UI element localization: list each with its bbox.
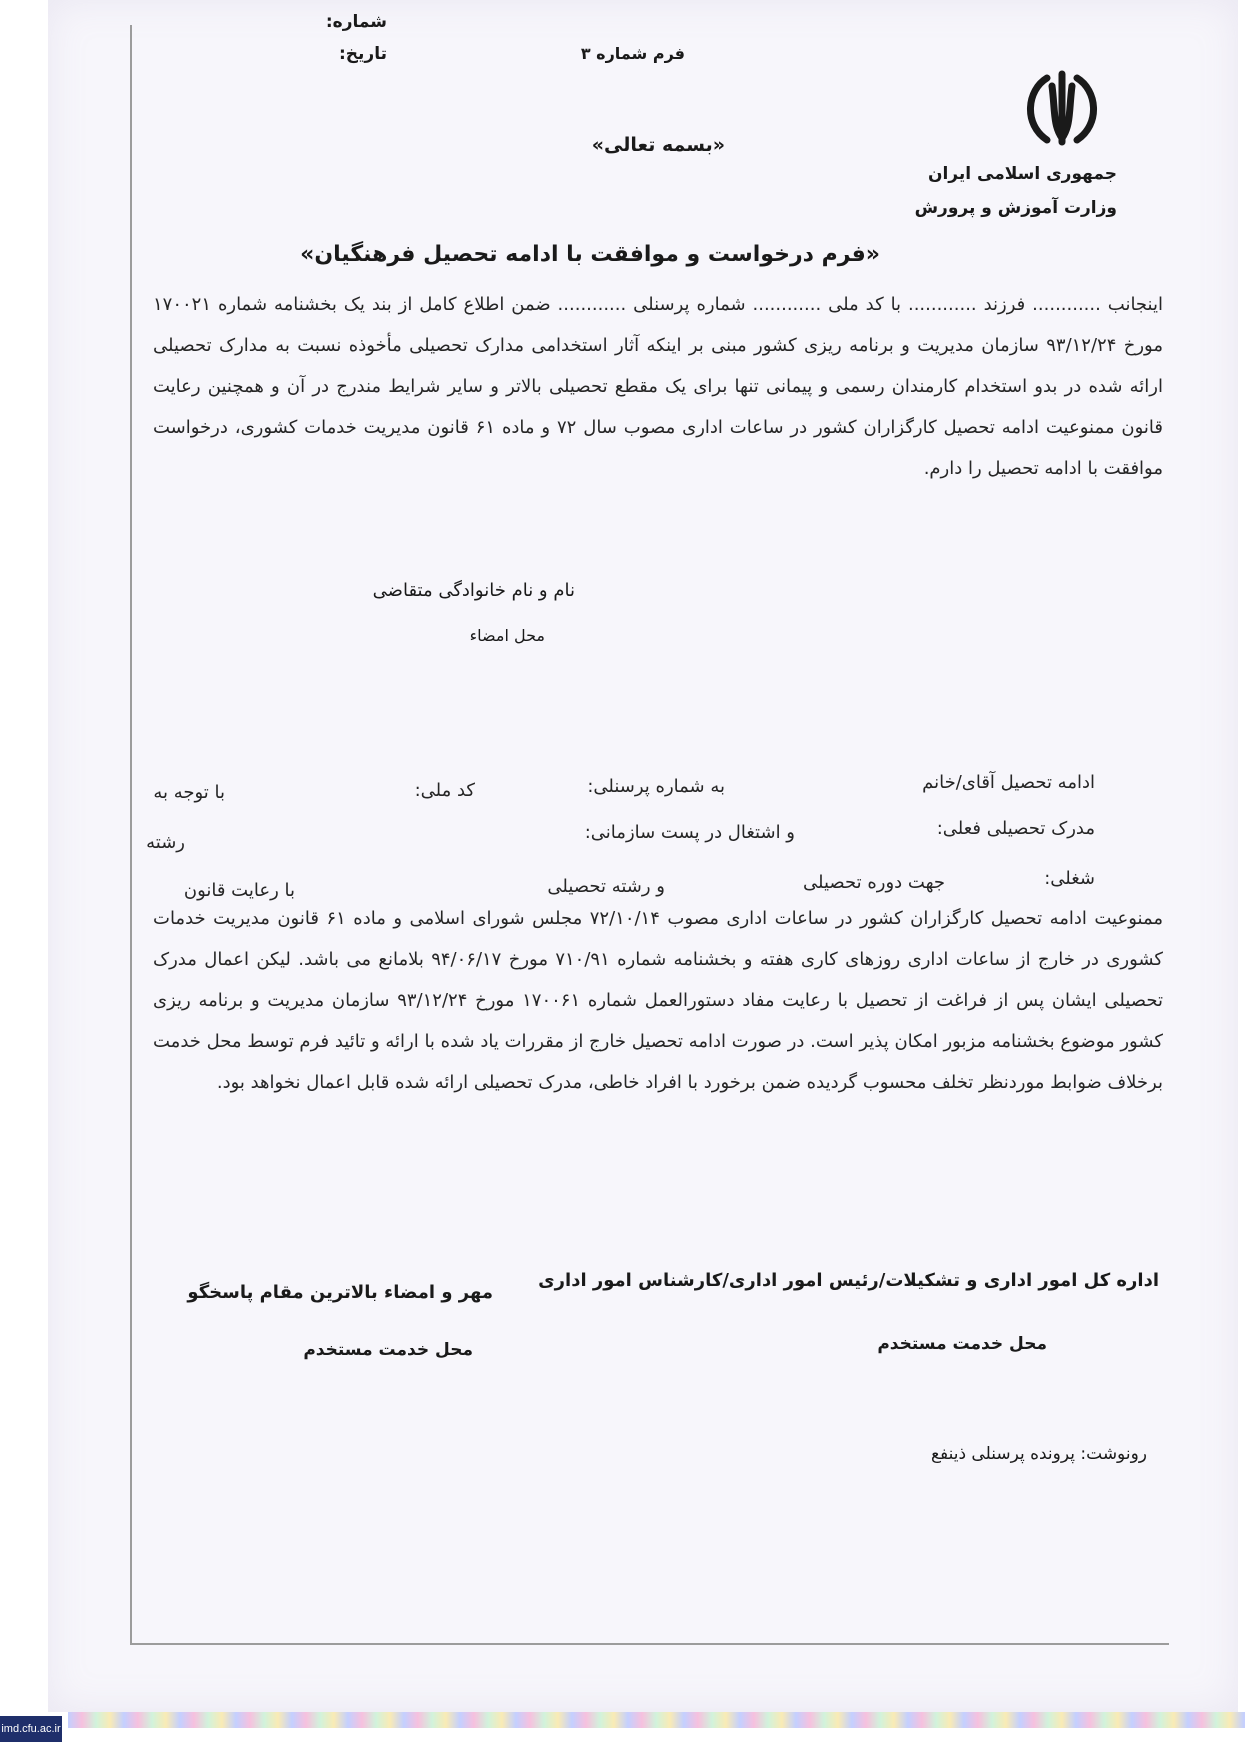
field-label-national-code: کد ملی: — [414, 780, 475, 801]
number-label: شماره: — [325, 12, 387, 32]
bismillah-heading: «بسمه تعالی» — [591, 134, 725, 156]
iran-emblem-icon — [1017, 68, 1107, 148]
applicant-signature-label: محل امضاء — [469, 626, 545, 645]
field-label-field: رشته — [146, 832, 185, 853]
approval-paragraph: ممنوعیت ادامه تحصیل کارگزاران کشور در ساعات اداری مصوب ۷۲/۱۰/۱۴ مجلس شورای اسلامی و ماده ۶۱ قانون مدیریت خدمات کشوری در خارج از ساعات اداری روزهای کاری هفته و بخشنامه شماره ۷۱۰/۹۱ مورخ ۹۴/۰۶/۱۷ بلامانع می باشد. لیکن اعمال مدرک تحصیلی ایشان پس از فراغت از تحصیل با رعایت مفاد دستورالعمل شماره ۱۷۰۰۶۱ مورخ ۹۳/۱۲/۲۴ سازمان مدیریت و برنامه ریزی کشور موضوع بخشنامه مزبور امکان پذیر است. در صورت ادامه تحصیل خارج از مقررات یاد شده با ارائه و تائید فرم توسط محل خدمت برخلاف ضوابط موردنظر تخلف محسوب گردیده ضمن برخورد با افراد خاطی، مدرک تحصیلی ارائه شده قابل اعمال نخواهد بود. — [153, 908, 1163, 1093]
scan-edge-stripe — [68, 1712, 1245, 1728]
field-label-current-degree: مدرک تحصیلی فعلی: — [936, 818, 1095, 839]
field-label-position: و اشتغال در پست سازمانی: — [584, 822, 795, 843]
form-title: «فرم درخواست و موافقت با ادامه تحصیل فرهنگیان» — [300, 242, 880, 267]
field-label-job: شغلی: — [1044, 868, 1095, 889]
field-label-personnel-number: به شماره پرسنلی: — [587, 776, 725, 797]
field-label-compliance: با رعایت قانون — [183, 880, 295, 901]
field-label-name: ادامه تحصیل آقای/خانم — [922, 772, 1095, 793]
carbon-copy-note: رونوشت: پرونده پرسنلی ذینفع — [930, 1444, 1147, 1464]
ministry-name: وزارت آموزش و پرورش — [914, 198, 1117, 218]
admin-workplace-label: محل خدمت مستخدم — [877, 1334, 1047, 1354]
authority-workplace-label: محل خدمت مستخدم — [303, 1340, 473, 1360]
field-label-with-regard: با توجه به — [153, 782, 225, 803]
field-label-course: جهت دوره تحصیلی — [802, 872, 945, 893]
site-watermark: imd.cfu.ac.ir — [0, 1716, 62, 1742]
admin-signature-title: اداره کل امور اداری و تشکیلات/رئیس امور اداری/کارشناس امور اداری — [538, 1270, 1159, 1291]
applicant-name-label: نام و نام خانوادگی متقاضی — [372, 580, 575, 601]
government-name: جمهوری اسلامی ایران — [927, 164, 1117, 184]
form-number: فرم شماره ۳ — [580, 44, 685, 63]
field-label-study-field: و رشته تحصیلی — [547, 876, 665, 897]
date-label: تاریخ: — [339, 44, 387, 64]
request-paragraph: اینجانب ............ فرزند ............ با کد ملی ............ شماره پرسنلی ............ ضمن اطلاع کامل از بند یک بخشنامه شماره ۱۷۰۰۲۱ مورخ ۹۳/۱۲/۲۴ سازمان مدیریت و برنامه ریزی کشور مبنی بر اینکه آثار استخدامی مدارک تحصیلی مأخوذه نسبت به مدارک تحصیلی ارائه شده در بدو استخدام کارمندان رسمی و پیمانی تنها برای یک مقطع تحصیلی بالاتر و سایر شرایط مندرج در آن و همچنین رعایت قانون ممنوعیت ادامه تحصیل کارگزاران کشور در ساعات اداری مصوب سال ۷۲ و ماده ۶۱ قانون مدیریت خدمات کشوری، درخواست موافقت با ادامه تحصیل را دارم. — [153, 294, 1164, 479]
authority-signature-title: مهر و امضاء بالاترین مقام پاسخگو — [187, 1282, 493, 1303]
